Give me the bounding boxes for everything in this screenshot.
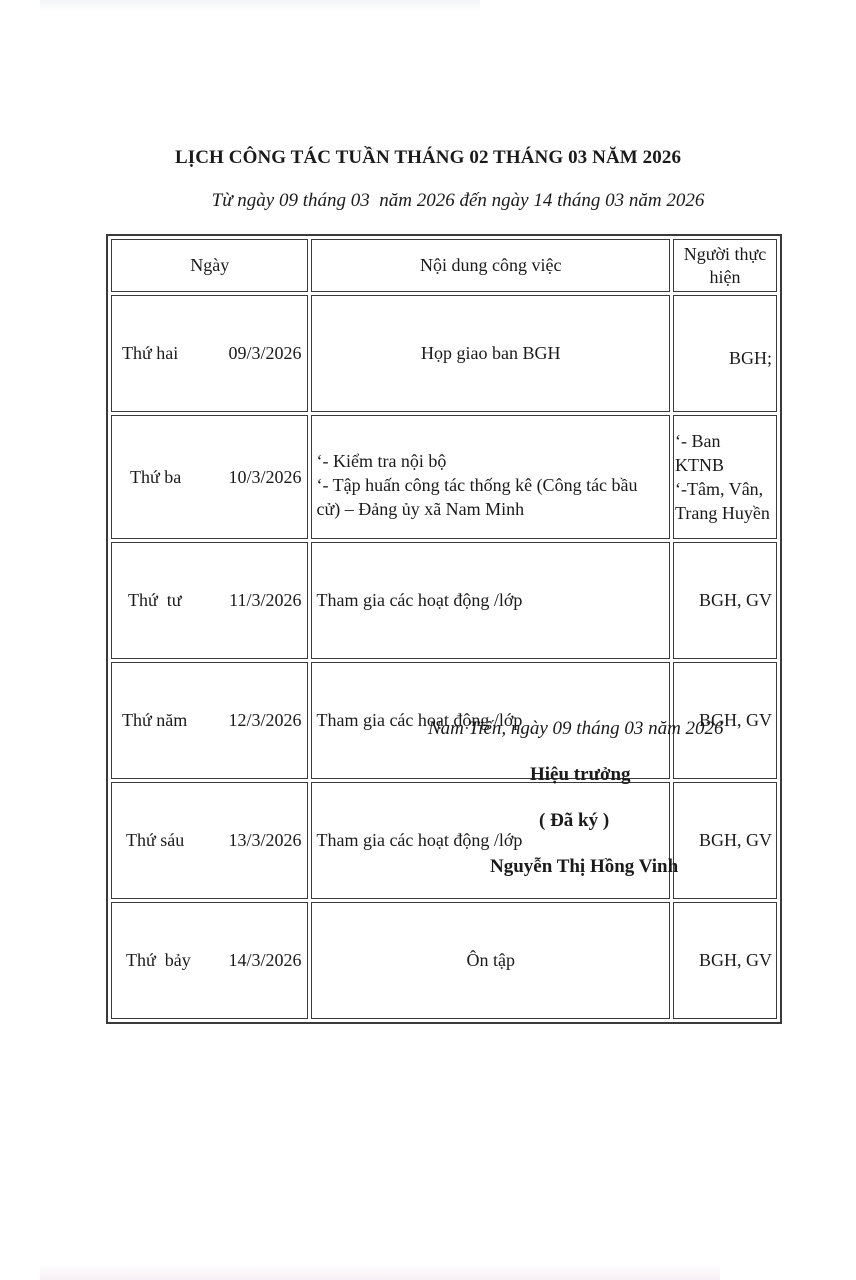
content-cell — [311, 415, 670, 539]
table-row — [111, 295, 777, 412]
day-cell — [111, 415, 308, 539]
content-line: Tham gia các hoạt động /lớp — [316, 830, 523, 850]
table-row — [111, 782, 777, 899]
weekday: Thứ ba — [130, 466, 182, 487]
weekday: Thứ bảy — [126, 950, 191, 970]
person-line: ‘-Tâm, Vân, Trang Huyền — [675, 479, 770, 523]
day-cell — [111, 782, 308, 899]
person-line: BGH, GV — [698, 830, 772, 850]
day-cell — [111, 295, 308, 412]
person-cell — [673, 542, 777, 659]
day-cell — [111, 902, 308, 1019]
table-row — [111, 542, 777, 659]
person-line: ‘- Ban KTNB — [675, 431, 725, 475]
table-row — [111, 902, 777, 1019]
person-cell — [673, 295, 777, 412]
date: 09/3/2026 — [228, 343, 302, 363]
header-day: Ngày — [111, 239, 308, 292]
day-cell — [111, 542, 308, 659]
date: 12/3/2026 — [228, 710, 302, 730]
day-cell — [111, 662, 308, 779]
content-cell — [311, 782, 670, 899]
person-line: BGH, GV — [698, 710, 772, 730]
header-content: Nội dung công việc — [311, 239, 670, 292]
person-cell — [673, 782, 777, 899]
signer-name: Nguyễn Thị Hồng Vinh — [490, 856, 679, 877]
content-line: ‘- Kiểm tra nội bộ — [316, 451, 447, 471]
document-title: LỊCH CÔNG TÁC TUẦN THÁNG 02 THÁNG 03 NĂM 2026 — [174, 147, 682, 168]
date: 11/3/2026 — [229, 590, 302, 610]
date: 14/3/2026 — [228, 950, 302, 970]
signed-note: ( Đã ký ) — [539, 810, 610, 831]
schedule-table — [106, 234, 782, 1024]
scan-edge-top — [40, 0, 480, 12]
date: 10/3/2026 — [228, 466, 302, 487]
content-line: Họp giao ban BGH — [421, 343, 561, 363]
content-line: ‘- Tập huấn công tác thống kê (Công tác bầu cử) – Đảng ủy xã Nam Minh — [316, 475, 638, 519]
table-row — [111, 415, 777, 539]
date: 13/3/2026 — [228, 830, 302, 850]
place-date: Nam Tiến, ngày 09 tháng 03 năm 2026 — [428, 718, 724, 739]
table-header-row — [111, 239, 777, 292]
person-cell — [673, 415, 777, 539]
content-cell — [311, 295, 670, 412]
content-cell — [311, 542, 670, 659]
person-cell — [673, 902, 777, 1019]
content-line: Ôn tập — [466, 950, 515, 970]
weekday: Thứ sáu — [126, 830, 185, 850]
weekday: Thứ hai — [122, 343, 179, 363]
content-cell — [311, 902, 670, 1019]
person-line: BGH, GV — [698, 590, 772, 610]
content-line: Tham gia các hoạt động /lớp — [316, 590, 523, 610]
header-person: Người thực hiện — [673, 239, 777, 292]
document-subtitle: Từ ngày 09 tháng 03 năm 2026 đến ngày 14 tháng 03 năm 2026 — [211, 190, 705, 211]
signer-role: Hiệu trưởng — [530, 764, 631, 785]
person-line: BGH, GV — [698, 950, 772, 970]
person-line: BGH; — [728, 348, 772, 368]
weekday: Thứ năm — [122, 710, 188, 730]
scan-edge-bottom — [40, 1264, 720, 1280]
weekday: Thứ tư — [128, 590, 182, 610]
content-line: Tham gia các hoạt động /lớp — [316, 710, 523, 730]
